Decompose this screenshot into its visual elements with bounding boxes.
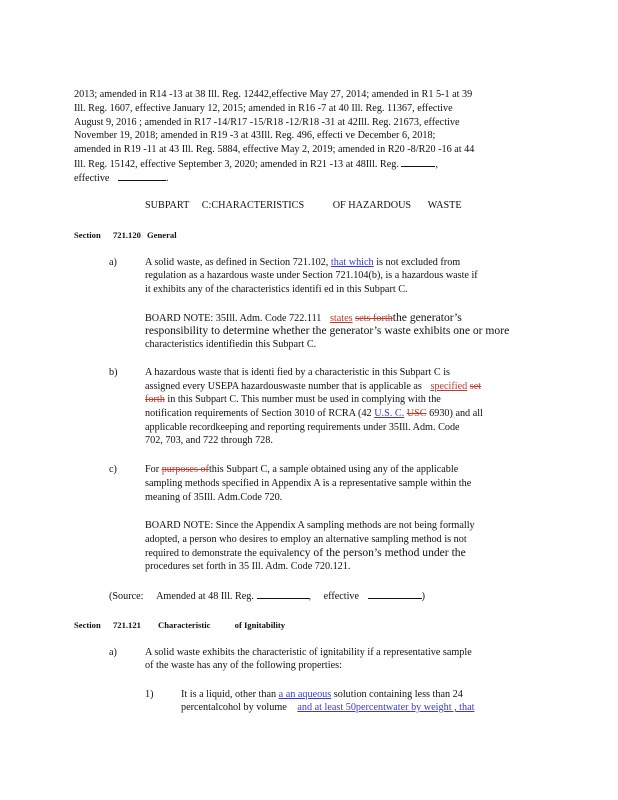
deleted-text: USC (406, 408, 427, 419)
paragraph-line (181, 701, 474, 714)
paragraph-line: of the waste has any of the following properties: (145, 660, 342, 671)
history-line: effective . (74, 173, 169, 184)
board-note-line: adopted, a person who desires to employ an alternative sampling method is not (145, 534, 467, 545)
text-run: effective (323, 591, 360, 602)
subpart-word: OF HAZARDOUS (332, 200, 412, 211)
text-run: is not excluded from (376, 257, 461, 268)
subpart-word: C:CHARACTERISTICS (201, 200, 305, 211)
text-run: percentalcohol by volume (181, 702, 287, 713)
board-note-line: procedures set forth in 35 Ill. Adm. Code 720.121. (145, 561, 351, 572)
inserted-text: that which (330, 257, 374, 268)
source-note (109, 589, 425, 603)
item-marker: b) (109, 367, 118, 378)
history-text: Ill. Reg. 15142, effective September 3, 2020; amended in R21 -13 at 48Ill. Reg. (74, 159, 399, 170)
item-marker: 1) (145, 689, 154, 700)
paragraph-line: applicable recordkeeping and reporting requirements under 35Ill. Adm. Code (145, 422, 460, 433)
text-run: , (308, 591, 312, 602)
text-run: It is a liquid, other than (181, 689, 277, 700)
paragraph-line: regulation as a hazardous waste under Section 721.104(b), is a hazardous waste if (145, 270, 478, 281)
text-run: A solid waste, as defined in Section 721.102, (145, 257, 329, 268)
section-label: Section (74, 230, 101, 240)
subpart-word: SUBPART (145, 200, 190, 211)
history-line: November 19, 2018; amended in R19 -3 at 43Ill. Reg. 496, effecti ve December 6, 2018; (74, 130, 436, 141)
paragraph-line: A hazardous waste that is identi fied by a characteristic in this Subpart C is (145, 367, 450, 378)
board-note-line: responsibility to determine whether the generator’s waste exhibits one or more (145, 324, 510, 337)
board-note-line (145, 546, 466, 560)
paragraph-line: A solid waste exhibits the characteristic of ignitability if a representative sample (145, 647, 472, 658)
inserted-text: a an aqueous (278, 689, 332, 700)
item-marker: a) (109, 257, 117, 268)
blank-line (401, 157, 435, 167)
paragraph-line (145, 407, 483, 420)
paragraph-line: meaning of 35Ill. Adm.Code 720. (145, 492, 283, 503)
board-note-line (145, 311, 462, 325)
deleted-text: forth (145, 394, 165, 405)
text-run: notification requirements of Section 3010 of RCRA (42 (145, 408, 372, 419)
inserted-text: specified (430, 381, 468, 392)
text-run: BOARD NOTE: 35Ill. Adm. Code 722.111 (145, 313, 322, 324)
paragraph-line (181, 688, 463, 701)
history-text: effective (74, 173, 110, 184)
text-run: the generator’s (392, 311, 462, 324)
paragraph-line: it exhibits any of the characteristics identifi ed in this Subpart C. (145, 284, 408, 295)
text-run: Characteristic (158, 620, 211, 630)
item-marker: c) (109, 464, 117, 475)
text-run: ncy of the person’s method under the (293, 546, 466, 559)
paragraph-line: 702, 703, and 722 through 728. (145, 435, 273, 446)
inserted-text: U.S. C. (374, 408, 405, 419)
blank-line (257, 589, 309, 599)
board-note-line: BOARD NOTE: Since the Appendix A sampling methods are not being formally (145, 520, 475, 531)
subpart-heading (145, 199, 462, 212)
paragraph-line (145, 256, 460, 269)
text-run: in this Subpart C. This number must be used in complying with the (167, 394, 441, 405)
deleted-text: purposes of (161, 464, 209, 475)
history-line: August 9, 2016 ; amended in R17 -14/R17 -15/R18 -12/R18 -31 at 42Ill. Reg. 21673, effective (74, 117, 460, 128)
text-run: 6930) and all (429, 408, 483, 419)
history-line: amended in R19 -11 at 43 Ill. Reg. 5884, effective May 2, 2019; amended in R20 -8/R20 -16 at 44 (74, 144, 475, 155)
text-run: of Ignitability (234, 620, 286, 630)
deleted-text: sets forth (355, 313, 393, 324)
history-line: Ill. Reg. 15142, effective September 3, 2020; amended in R21 -13 at 48Ill. Reg. , (74, 159, 438, 170)
text-run: For (145, 464, 160, 475)
deleted-text: set (469, 381, 482, 392)
paragraph-line: sampling methods specified in Appendix A is a representative sample within the (145, 478, 472, 489)
section-number: 721.121 (113, 620, 141, 630)
text-run: assigned every USEPA hazardouswaste number that is applicable as (145, 381, 422, 392)
section-number: 721.120 (113, 230, 141, 240)
section-title: General (147, 230, 177, 240)
paragraph-line (145, 380, 481, 393)
text-run: this Subpart C, a sample obtained using any of the applicable (208, 464, 459, 475)
blank-line (368, 589, 422, 599)
paragraph-line (145, 463, 458, 476)
section-label: Section (74, 620, 101, 630)
section-title (158, 619, 285, 632)
item-marker: a) (109, 647, 117, 658)
paragraph-line (145, 393, 441, 406)
subpart-word: WASTE (427, 200, 462, 211)
text-run: Amended at 48 Ill. Reg. (156, 591, 254, 602)
history-line: 2013; amended in R14 -13 at 38 Ill. Reg. 12442,effective May 27, 2014; amended in R1 5-1 at 39 (74, 89, 473, 100)
history-line: Ill. Reg. 1607, effective January 12, 2015; amended in R16 -7 at 40 Ill. Reg. 11367, effective (74, 103, 453, 114)
text-run: (Source: (109, 591, 144, 602)
board-note-line: characteristics identifiedin this Subpart C. (145, 339, 317, 350)
text-run: required to demonstrate the equivale (145, 548, 294, 559)
blank-line (118, 171, 166, 181)
text-run: solution containing less than 24 (333, 689, 463, 700)
inserted-text: states (329, 313, 353, 324)
inserted-text: and at least 50percentwater by weight , that (297, 702, 475, 713)
text-run: ) (421, 591, 425, 602)
